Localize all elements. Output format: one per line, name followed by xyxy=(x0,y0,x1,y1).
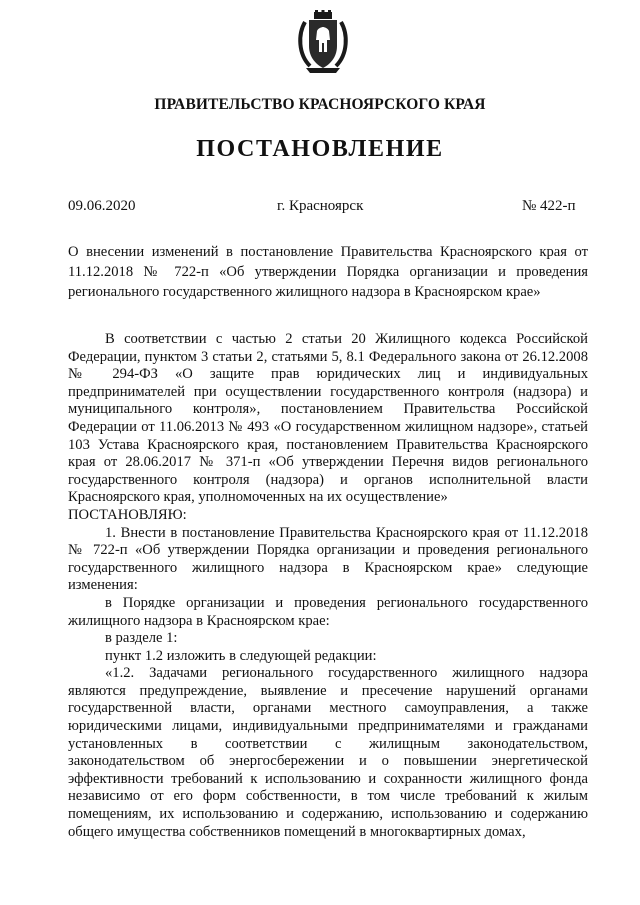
document-type-title: ПОСТАНОВЛЕНИЕ xyxy=(196,136,444,162)
document-city: г. Красноярск xyxy=(277,198,364,214)
point-paragraph: пункт 1.2 изложить в следующей редакции: xyxy=(105,647,377,664)
document-body xyxy=(68,331,588,841)
document-date: 09.06.2020 xyxy=(68,198,136,214)
item-1-paragraph: 1. Внести в постановление Правительства Красноярского края от 11.12.2018 № 722-п «Об утверждении Порядка организации и проведения регионального государственного жилищного надзора в Красноярском крае» следующие изменения: xyxy=(68,524,588,594)
preamble-paragraph: В соответствии с частью 2 статьи 20 Жилищного кодекса Российской Федерации, пунктом 3 статьи 2, статьями 5, 8.1 Федерального закона от 26.12.2008 № 294-ФЗ «О защите прав юридических лиц и индивидуальных предпринимателей при осуществлении государственного контроля (надзора) и муниципального контроля», постановлением Правительства Российской Федерации от 11.06.2013 № 493 «О государственном жилищном надзоре», статьей 103 Устава Красноярского края, постановлением Правительства Красноярского края от 28.06.2017 № 371-п «Об утверждении Перечня видов регионального государственного контроля (надзора) и органов исполнительной власти Красноярского края, уполномоченных на их осуществление» xyxy=(68,331,588,506)
coat-of-arms-icon xyxy=(296,10,350,74)
government-title: ПРАВИТЕЛЬСТВО КРАСНОЯРСКОГО КРАЯ xyxy=(154,96,486,113)
document-subject: О внесении изменений в постановление Правительства Красноярского края от 11.12.2018 № 722-п «Об утверждении Порядка организации и проведения регионального государственного жилищного надзора в Красноярском крае» xyxy=(68,244,588,300)
item-1-sub-paragraph: в Порядке организации и проведения регионального государственного жилищного надзора в Красноярском крае: xyxy=(68,594,588,629)
section-paragraph: в разделе 1: xyxy=(105,630,178,647)
document-number: № 422-п xyxy=(522,198,576,214)
quote-paragraph: «1.2. Задачами регионального государственного жилищного надзора являются предупреждение, выявление и пресечение нарушений органами государственной власти, органами местного самоуправления, а также юридическими лицами, индивидуальными предпринимателями и гражданами установленных в соответствии с жилищным законодательством, законодательством об энергосбережении и о повышении энергетической эффективности требований к использованию и сохранности жилищного фонда независимо от его форм собственности, в том числе требований к жилым помещениям, их использованию и содержанию, использованию и содержанию общего имущества собственников помещений в многоквартирных домах, xyxy=(68,665,588,840)
decree-word: ПОСТАНОВЛЯЮ: xyxy=(68,506,187,523)
